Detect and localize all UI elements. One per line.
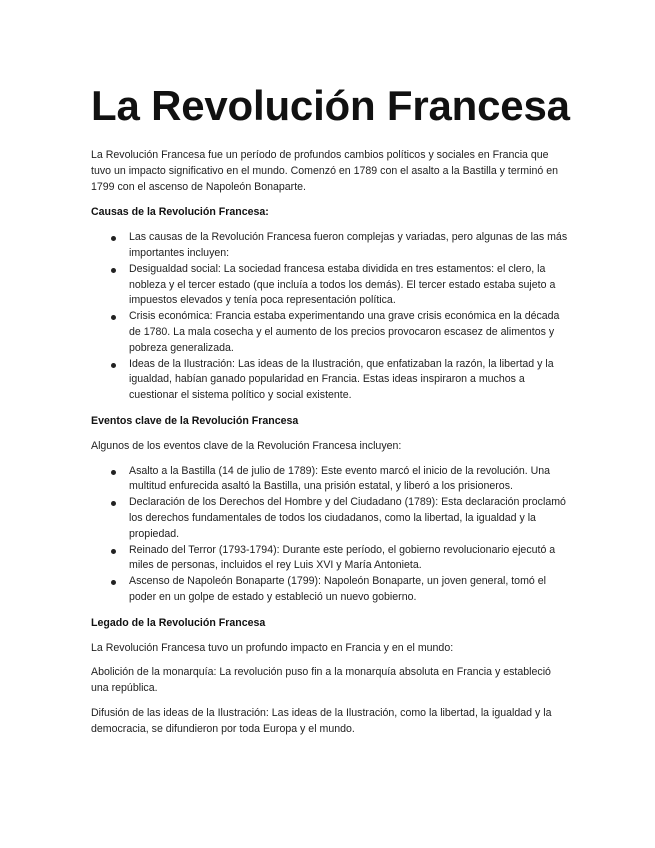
list-item	[91, 309, 571, 356]
list-item	[91, 543, 571, 575]
intro-paragraph: La Revolución Francesa fue un período de profundos cambios políticos y sociales en Francia que tuvo un impacto significativo en el mundo. Comenzó en 1789 con el asalto a la Bastilla y terminó en 1799 con el ascenso de Napoleón Bonaparte.	[91, 149, 558, 193]
causes-heading: Causas de la Revolución Francesa:	[91, 206, 269, 219]
list-item-text: Ideas de la Ilustración: Las ideas de la Ilustración, que enfatizaban la razón, la libertad y la igualdad, habían ganado popularidad en Francia. Estas ideas inspiraron a muchos a cuestionar el sistema político y social existente.	[129, 357, 554, 402]
list-item-text: Ascenso de Napoleón Bonaparte (1799): Napoleón Bonaparte, un joven general, tomó el poder en un golpe de estado y estableció un nuevo gobierno.	[129, 575, 546, 603]
legacy-paragraph: Abolición de la monarquía: La revolución puso fin a la monarquía absoluta en Francia y estableció una república.	[91, 666, 551, 695]
bullet-icon	[111, 268, 116, 273]
list-item	[91, 262, 571, 309]
bullet-icon	[111, 470, 116, 475]
legacy-paragraph: Difusión de las ideas de la Ilustración: Las ideas de la Ilustración, como la libertad, la igualdad y la democracia, se difundieron por toda Europa y el mundo.	[91, 706, 552, 735]
list-item	[91, 357, 571, 404]
events-heading: Eventos clave de la Revolución Francesa	[91, 414, 299, 427]
document-body	[91, 82, 571, 747]
causes-list	[91, 230, 571, 404]
page-title: La Revolución Francesa	[91, 82, 570, 129]
events-intro: Algunos de los eventos clave de la Revolución Francesa incluyen:	[91, 439, 402, 452]
list-item-text: Crisis económica: Francia estaba experimentando una grave crisis económica en la década de 1780. La mala cosecha y el aumento de los precios provocaron escasez de alimentos y pobreza generalizada.	[129, 310, 560, 354]
list-item-text: Reinado del Terror (1793-1794): Durante este período, el gobierno revolucionario ejecutó a miles de personas, incluidos el rey Luis XVI y María Antonieta.	[129, 543, 556, 572]
legacy-paragraph: La Revolución Francesa tuvo un profundo impacto en Francia y en el mundo:	[91, 641, 454, 654]
bullet-icon	[111, 236, 116, 241]
list-item	[91, 495, 571, 542]
bullet-icon	[111, 549, 116, 554]
bullet-icon	[111, 580, 116, 585]
legacy-heading: Legado de la Revolución Francesa	[91, 616, 266, 629]
bullet-icon	[111, 363, 116, 368]
list-item-text: Asalto a la Bastilla (14 de julio de 1789): Este evento marcó el inicio de la revolución. Una multitud enfurecida asaltó la Bastilla, una prisión estatal, y liberó a los prisioneros.	[129, 464, 551, 493]
list-item	[91, 464, 571, 496]
list-item	[91, 574, 571, 606]
list-item	[91, 230, 571, 262]
list-item-text: Desigualdad social: La sociedad francesa estaba dividida en tres estamentos: el clero, la nobleza y el tercer estado (que incluía a todos los demás). El tercer estado estaba sujeto a impuestos elevados y tenía poca representación política.	[129, 262, 556, 307]
list-item-text: Las causas de la Revolución Francesa fueron complejas y variadas, pero algunas de las más importantes incluyen:	[129, 231, 568, 259]
list-item-text: Declaración de los Derechos del Hombre y del Ciudadano (1789): Esta declaración proclamó los derechos fundamentales de todos los ciudadanos, como la libertad, la igualdad y la propiedad.	[129, 496, 566, 540]
events-list	[91, 464, 571, 606]
bullet-icon	[111, 501, 116, 506]
bullet-icon	[111, 315, 116, 320]
